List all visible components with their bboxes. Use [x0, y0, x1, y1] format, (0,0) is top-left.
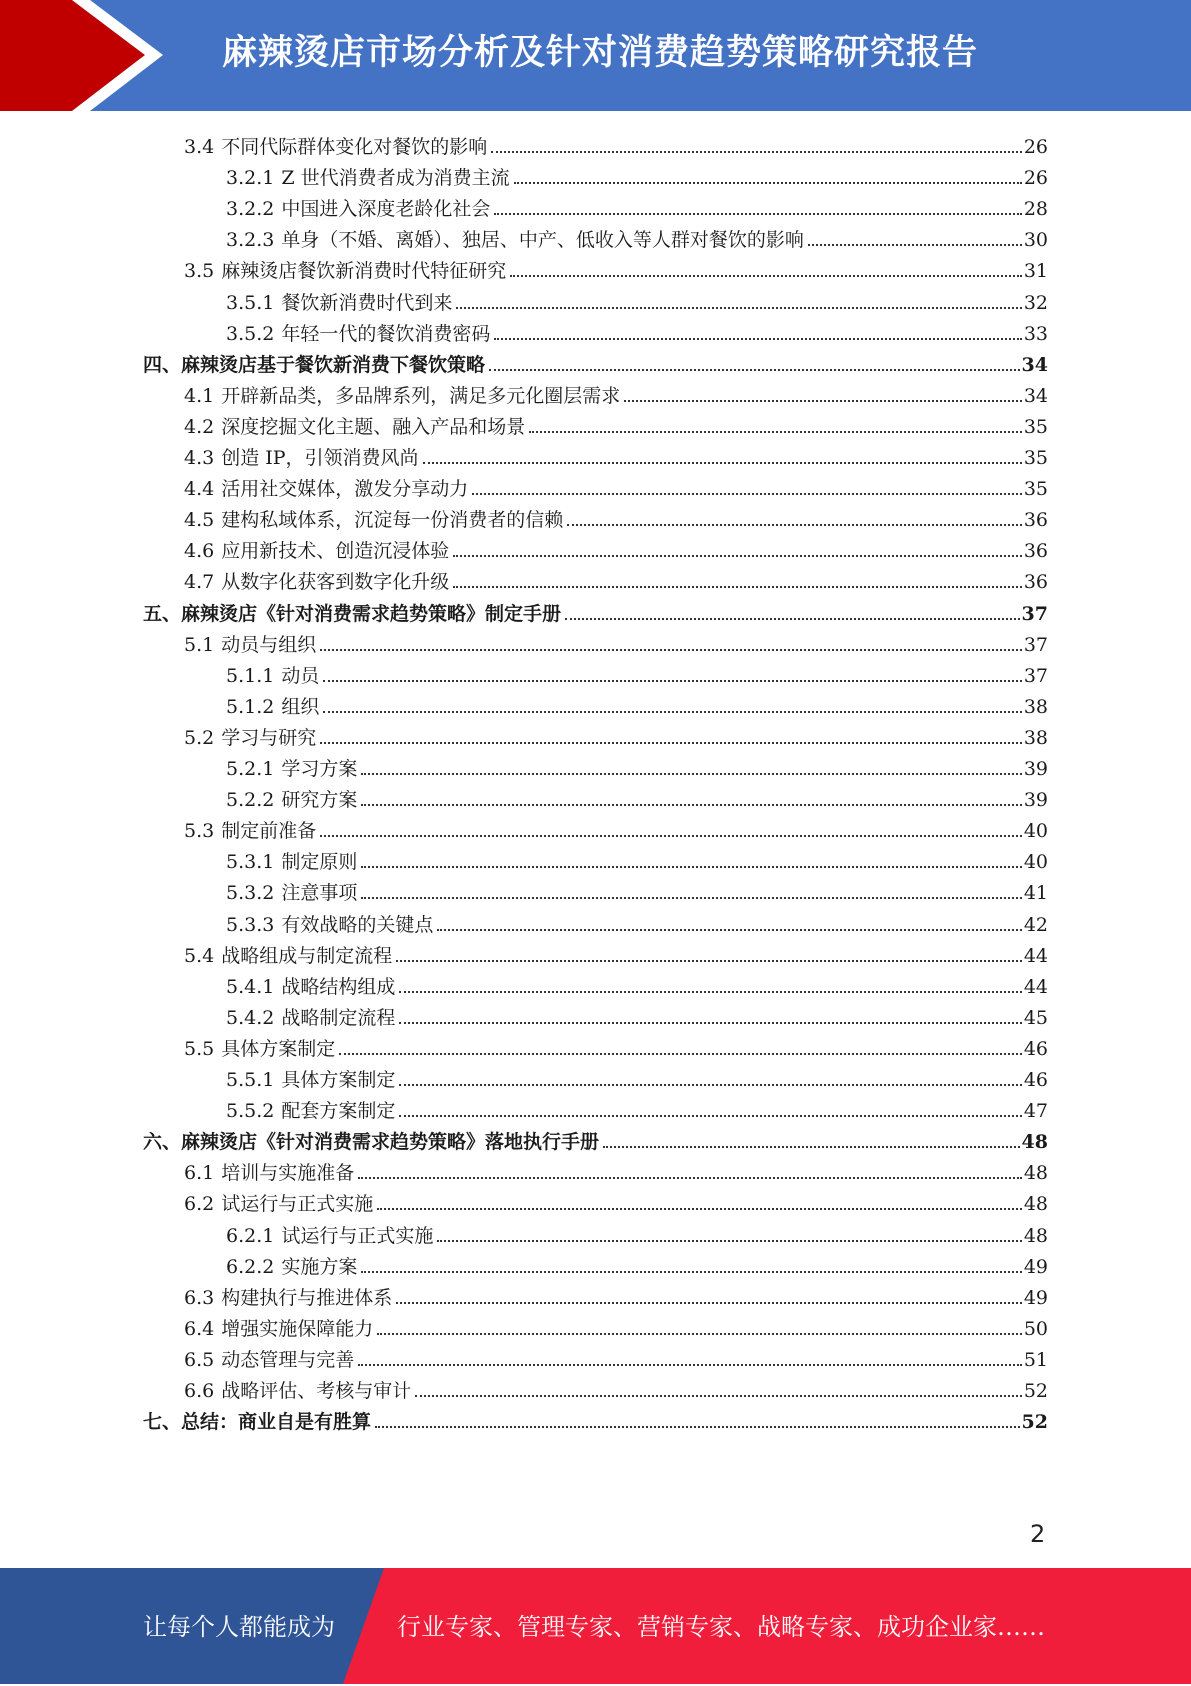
toc-entry-label [184, 509, 563, 531]
toc-entry-title: 试运行与正式实施 [281, 1224, 434, 1247]
toc-entry-title: 动态管理与完善 [221, 1348, 355, 1371]
toc-entry[interactable] [226, 1247, 1048, 1278]
toc-entry[interactable] [226, 749, 1048, 780]
toc-entry[interactable] [184, 531, 1048, 562]
toc-entry-page: 35 [1023, 415, 1048, 438]
toc-entry[interactable] [143, 1122, 1048, 1153]
toc-entry-title: 注意事项 [281, 882, 358, 905]
toc-entry-page: 26 [1023, 167, 1048, 190]
toc-entry-number: 6.3 [184, 1286, 215, 1309]
toc-entry-label [226, 323, 490, 345]
toc-entry-number: 4.3 [184, 447, 215, 469]
toc-entry-page: 37 [1023, 633, 1048, 656]
toc-entry-title: 单身（不婚、离婚）、独居、中产、低收入等人群对餐饮的影响 [281, 229, 804, 252]
toc-entry-title: 增强实施保障能力 [221, 1317, 374, 1340]
toc-entry-number: 5.2.1 [226, 758, 275, 780]
toc-entry-number: 3.2.1 [226, 167, 275, 190]
toc-entry-number: 5.1 [184, 633, 215, 656]
toc-dot-leader [361, 1270, 1021, 1273]
toc-entry-label [143, 354, 485, 376]
toc-dot-leader [415, 1394, 1022, 1397]
toc-dot-leader [377, 1332, 1022, 1335]
toc-entry-label [226, 789, 357, 811]
toc-entry-number: 4.6 [184, 540, 215, 563]
toc-entry-page: 33 [1023, 322, 1048, 345]
toc-entry-number: 6.1 [184, 1162, 215, 1185]
toc-entry[interactable] [226, 780, 1048, 811]
toc-entry-label [184, 1038, 335, 1060]
toc-entry-title: 建构私域体系，沉淀每一份消费者的信赖 [221, 509, 564, 532]
toc-entry-title: 制定原则 [281, 851, 358, 874]
toc-entry[interactable] [226, 1216, 1048, 1247]
toc-entry[interactable] [226, 873, 1048, 904]
toc-entry-page: 38 [1023, 695, 1048, 718]
toc-entry-page: 48 [1023, 1224, 1048, 1247]
toc-dot-leader [494, 212, 1021, 215]
toc-entry-number: 3.4 [184, 136, 215, 158]
toc-entry-page: 31 [1023, 260, 1048, 283]
toc-entry-label [226, 1007, 395, 1029]
toc-dot-leader [396, 1301, 1022, 1304]
toc-entry-label [226, 1100, 395, 1122]
toc-dot-leader [320, 648, 1022, 651]
toc-dot-leader [565, 617, 1020, 620]
toc-entry-title: 研究方案 [281, 789, 358, 812]
toc-entry-title: 四、麻辣烫店基于餐饮新消费下餐饮策略 [143, 353, 486, 376]
toc-dot-leader [624, 399, 1022, 402]
toc-entry-page: 36 [1023, 509, 1048, 532]
toc-entry-label [184, 945, 392, 967]
toc-entry-number: 6.5 [184, 1348, 215, 1371]
toc-dot-leader [375, 1425, 1020, 1428]
toc-entry-page: 30 [1023, 229, 1048, 252]
toc-entry-title: 学习与研究 [221, 726, 317, 749]
report-title: 麻辣烫店市场分析及针对消费趋势策略研究报告 [222, 33, 979, 73]
toc-entry-label [184, 1162, 354, 1184]
toc-entry-number: 5.3.2 [226, 882, 275, 905]
toc-dot-leader [437, 928, 1021, 931]
toc-entry-page: 34 [1021, 353, 1048, 376]
page-header [0, 0, 1191, 111]
toc-entry-title: 实施方案 [281, 1255, 358, 1278]
toc-entry-number: 4.4 [184, 478, 215, 501]
toc-entry-page: 36 [1023, 540, 1048, 563]
toc-entry-label [184, 1193, 373, 1215]
toc-dot-leader [399, 1021, 1021, 1024]
toc-entry-title: 中国进入深度老龄化社会 [281, 198, 491, 221]
toc-entry-label [184, 260, 506, 282]
toc-entry-label [184, 571, 449, 593]
toc-entry[interactable] [184, 811, 1048, 842]
toc-dot-leader [377, 1207, 1022, 1210]
toc-entry-title: 开辟新品类，多品牌系列，满足多元化圈层需求 [221, 384, 621, 407]
toc-entry-label [184, 478, 468, 500]
toc-dot-leader [453, 585, 1022, 588]
toc-entry-number: 5.2 [184, 726, 215, 749]
toc-entry-page: 26 [1023, 136, 1048, 158]
toc-entry-page: 45 [1023, 1006, 1048, 1029]
toc-entry-label [184, 634, 316, 656]
toc-entry-label [184, 1380, 411, 1402]
toc-entry-page: 50 [1023, 1317, 1048, 1340]
toc-dot-leader [453, 554, 1022, 557]
toc-entry-title: 培训与实施准备 [221, 1162, 355, 1185]
toc-dot-leader [491, 150, 1022, 153]
toc-entry-title: 应用新技术、创造沉浸体验 [221, 540, 450, 563]
toc-entry-label [226, 882, 357, 904]
toc-entry-number: 4.2 [184, 415, 215, 438]
toc-entry-title: 六、麻辣烫店《针对消费需求趋势策略》落地执行手册 [143, 1131, 600, 1154]
toc-entry-page: 32 [1023, 291, 1048, 314]
toc-entry-number: 6.2 [184, 1193, 215, 1216]
toc-entry-number: 5.5.1 [226, 1069, 275, 1091]
toc-dot-leader [323, 679, 1021, 682]
toc-entry-number: 5.1.2 [226, 695, 275, 718]
toc-dot-leader [361, 803, 1021, 806]
toc-entry[interactable] [226, 220, 1048, 251]
toc-entry[interactable] [184, 1153, 1048, 1184]
toc-dot-leader [323, 710, 1021, 713]
toc-entry-page: 40 [1023, 820, 1048, 843]
toc-entry-title: 有效战略的关键点 [281, 913, 434, 936]
toc-entry-title: 构建执行与推进体系 [221, 1286, 393, 1309]
toc-entry-page: 37 [1021, 602, 1048, 625]
toc-entry-page: 48 [1023, 1162, 1048, 1185]
toc-entry-label [226, 1069, 395, 1091]
toc-entry-number: 5.3 [184, 820, 215, 843]
toc-dot-leader [339, 1052, 1022, 1055]
toc-entry-label [226, 696, 319, 718]
toc-dot-leader [423, 461, 1022, 464]
toc-entry-label [143, 1411, 371, 1433]
toc-entry-number: 5.5.2 [226, 1100, 275, 1123]
toc-entry[interactable] [143, 594, 1048, 625]
toc-entry-page: 41 [1023, 882, 1048, 905]
toc-entry-page: 49 [1023, 1255, 1048, 1278]
toc-entry-title: 麻辣烫店餐饮新消费时代特征研究 [221, 260, 507, 283]
toc-entry[interactable] [184, 1184, 1048, 1215]
toc-entry[interactable] [184, 1278, 1048, 1309]
toc-entry-page: 35 [1023, 478, 1048, 501]
toc-entry[interactable] [184, 1029, 1048, 1060]
toc-entry[interactable] [226, 1091, 1048, 1122]
toc-entry-number: 4.5 [184, 509, 215, 532]
toc-entry-title: 战略结构组成 [281, 975, 396, 998]
toc-entry[interactable] [226, 1060, 1048, 1091]
toc-entry[interactable] [184, 376, 1048, 407]
toc-dot-leader [361, 896, 1021, 899]
toc-entry-number: 3.5.2 [226, 322, 275, 345]
toc-entry-title: 年轻一代的餐饮消费密码 [281, 322, 491, 345]
toc-entry[interactable] [184, 500, 1048, 531]
toc-entry-number: 3.2.2 [226, 198, 275, 221]
toc-entry-page: 34 [1023, 384, 1048, 407]
toc-entry-title: 具体方案制定 [281, 1069, 396, 1091]
toc-entry-page: 47 [1023, 1100, 1048, 1123]
toc-entry[interactable] [226, 314, 1048, 345]
toc-entry-number: 3.5.1 [226, 291, 275, 314]
toc-dot-leader [456, 306, 1021, 309]
toc-entry-page: 35 [1023, 447, 1048, 469]
toc-entry-title: 战略组成与制定流程 [221, 944, 393, 967]
toc-entry-label [226, 758, 357, 780]
toc-dot-leader [472, 492, 1022, 495]
page-footer [0, 1568, 1191, 1684]
toc-entry[interactable] [226, 158, 1048, 189]
toc-entry-page: 37 [1023, 664, 1048, 687]
toc-entry-number: 6.4 [184, 1317, 215, 1340]
toc-dot-leader [399, 990, 1021, 993]
toc-entry-title: 活用社交媒体，激发分享动力 [221, 478, 469, 501]
toc-entry-label [184, 416, 525, 438]
toc-entry-number: 5.4.2 [226, 1006, 275, 1029]
toc-entry-page: 52 [1021, 1411, 1048, 1434]
toc-entry-page: 44 [1023, 944, 1048, 967]
toc-entry-title: 配套方案制定 [281, 1100, 396, 1123]
toc-entry-page: 52 [1023, 1380, 1048, 1402]
toc-entry-label [184, 1287, 392, 1309]
toc-entry[interactable] [226, 842, 1048, 873]
toc-entry-number: 6.6 [184, 1380, 215, 1402]
toc-entry-title: 战略评估、考核与审计 [221, 1380, 412, 1402]
toc-dot-leader [358, 1176, 1022, 1179]
toc-entry-page: 36 [1023, 571, 1048, 594]
toc-entry-page: 51 [1023, 1348, 1048, 1371]
toc-entry-title: 学习方案 [281, 758, 358, 780]
toc-entry-page: 48 [1023, 1193, 1048, 1216]
toc-entry-page: 48 [1021, 1131, 1048, 1154]
toc-entry-page: 38 [1023, 726, 1048, 749]
toc-dot-leader [358, 1363, 1022, 1366]
header-red-chevron [0, 0, 155, 111]
toc-entry[interactable] [184, 562, 1048, 593]
toc-entry-title: 从数字化获客到数字化升级 [221, 571, 450, 594]
toc-dot-leader [489, 368, 1020, 371]
toc-dot-leader [320, 834, 1022, 837]
toc-entry-number: 5.3.1 [226, 851, 275, 874]
toc-entry[interactable] [143, 1402, 1048, 1433]
toc-entry-number: 5.4.1 [226, 975, 275, 998]
toc-entry[interactable] [184, 469, 1048, 500]
toc-dot-leader [361, 772, 1021, 775]
toc-entry-label [184, 1349, 354, 1371]
toc-entry-label [184, 820, 316, 842]
toc-entry-title: 餐饮新消费时代到来 [281, 291, 453, 314]
toc-entry[interactable] [184, 936, 1048, 967]
footer-slogan-right: 行业专家、管理专家、营销专家、战略专家、成功企业家…… [397, 1613, 1045, 1641]
toc-dot-leader [567, 523, 1022, 526]
toc-entry[interactable] [143, 345, 1048, 376]
toc-entry[interactable] [226, 283, 1048, 314]
toc-entry-label [226, 851, 357, 873]
toc-entry-page: 39 [1023, 789, 1048, 812]
toc-entry[interactable] [184, 718, 1048, 749]
toc-dot-leader [494, 337, 1021, 340]
toc-entry[interactable] [184, 1340, 1048, 1371]
toc-entry-title: 动员与组织 [221, 633, 317, 656]
toc-dot-leader [437, 1239, 1021, 1242]
toc-entry-title: 具体方案制定 [221, 1037, 336, 1060]
toc-entry[interactable] [184, 407, 1048, 438]
toc-entry-title: 试运行与正式实施 [221, 1193, 374, 1216]
toc-entry-label [226, 292, 452, 314]
toc-entry[interactable] [226, 189, 1048, 220]
toc-entry-number: 4.1 [184, 384, 215, 407]
toc-entry-number: 5.2.2 [226, 789, 275, 812]
footer-slogan-left: 让每个人都能成为 [143, 1613, 335, 1641]
toc-entry[interactable] [226, 656, 1048, 687]
toc-entry-title: 创造 IP，引领消费风尚 [221, 447, 419, 469]
toc-entry-title: 七、总结：商业自是有胜算 [143, 1411, 372, 1434]
toc-entry-label [143, 1131, 599, 1153]
toc-entry[interactable] [184, 1309, 1048, 1340]
toc-entry-label [226, 198, 490, 220]
toc-entry-label [184, 727, 316, 749]
toc-entry-page: 46 [1023, 1069, 1048, 1091]
toc-entry-label [226, 914, 433, 936]
toc-entry-number: 6.2.2 [226, 1255, 275, 1278]
toc-entry-number: 5.5 [184, 1037, 215, 1060]
toc-entry-label [184, 447, 419, 469]
toc-dot-leader [603, 1145, 1020, 1148]
toc-entry[interactable] [184, 625, 1048, 656]
toc-entry-number: 5.4 [184, 944, 215, 967]
toc-entry[interactable] [184, 127, 1048, 158]
toc-entry-title: 深度挖掘文化主题、融入产品和场景 [221, 415, 526, 438]
toc-entry-number: 5.3.3 [226, 913, 275, 936]
toc-entry-label [226, 665, 319, 687]
toc-dot-leader [808, 243, 1022, 246]
toc-dot-leader [396, 959, 1022, 962]
toc-entry-title: 制定前准备 [221, 820, 317, 843]
toc-entry[interactable] [226, 687, 1048, 718]
toc-entry-page: 42 [1023, 913, 1048, 936]
toc-entry-number: 3.2.3 [226, 229, 275, 252]
toc-entry-page: 46 [1023, 1037, 1048, 1060]
toc-entry-label [184, 385, 620, 407]
toc-entry[interactable] [184, 251, 1048, 282]
toc-dot-leader [361, 865, 1021, 868]
toc-entry-number: 6.2.1 [226, 1224, 275, 1247]
toc-entry-label [226, 1225, 433, 1247]
toc-entry-label [226, 1256, 357, 1278]
toc-entry-number: 3.5 [184, 260, 215, 283]
toc-entry-label [226, 976, 395, 998]
toc-entry-number: 5.1.1 [226, 664, 275, 687]
toc-entry-label [184, 1318, 373, 1340]
toc-entry-label [226, 167, 510, 189]
toc-dot-leader [529, 430, 1022, 433]
toc-entry[interactable] [184, 438, 1048, 469]
toc-entry-page: 49 [1023, 1286, 1048, 1309]
toc-entry-label [143, 603, 561, 625]
toc-entry-title: 五、麻辣烫店《针对消费需求趋势策略》制定手册 [143, 602, 562, 625]
toc-dot-leader [399, 1083, 1021, 1086]
toc-entry-number: 4.7 [184, 571, 215, 594]
toc-entry[interactable] [226, 905, 1048, 936]
toc-dot-leader [399, 1114, 1021, 1117]
toc-entry-page: 40 [1023, 851, 1048, 874]
toc-entry[interactable] [184, 1371, 1048, 1402]
page-number: 2 [1030, 1520, 1046, 1548]
toc-entry-label [184, 136, 487, 158]
toc-entry-title: 不同代际群体变化对餐饮的影响 [221, 136, 488, 158]
toc-entry-label [184, 540, 449, 562]
toc-entry-title: 战略制定流程 [281, 1006, 396, 1029]
toc-dot-leader [514, 181, 1022, 184]
toc-entry[interactable] [226, 998, 1048, 1029]
toc-entry-page: 28 [1023, 198, 1048, 221]
toc-entry-page: 44 [1023, 975, 1048, 998]
toc-entry-page: 39 [1023, 758, 1048, 780]
toc-entry-title: Z 世代消费者成为消费主流 [281, 167, 510, 190]
toc-entry-title: 组织 [281, 695, 320, 718]
toc-entry-label [226, 229, 804, 251]
toc-dot-leader [510, 274, 1022, 277]
toc-entry-title: 动员 [281, 664, 320, 687]
toc-entry[interactable] [226, 967, 1048, 998]
toc-dot-leader [320, 741, 1022, 744]
